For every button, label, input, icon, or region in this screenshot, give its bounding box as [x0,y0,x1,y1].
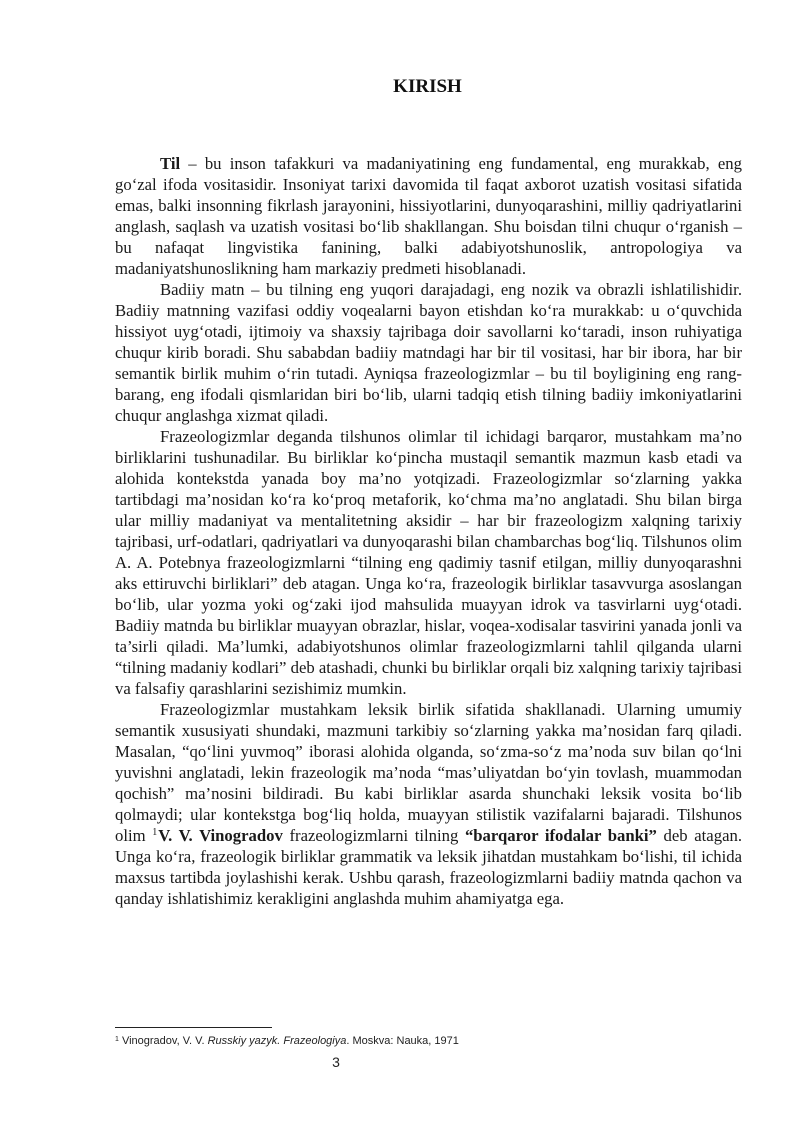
footnote-title: Russkiy yazyk. Frazeologiya [207,1035,347,1047]
paragraph-1 [115,153,742,279]
paragraph-4 [115,699,742,909]
quoted-term: “barqaror ifodalar banki” [464,826,657,845]
paragraph-4-text-c: deb atagan. Unga ko‘ra, frazeologik birliklar grammatik va leksik jihatdan mustahkam bo‘lishi, til ichida maxsus tartibda joylashishi kerak. Ushbu qarash, frazeologizmlarni badiiy matnda qachon va qanday ishlatishimiz kerakligini anglashda muhim ahamiyatga ega. [115,826,742,908]
page-number: 3 [332,1054,340,1070]
footnote-mark: 1 [115,1036,119,1043]
footnote-text-b: . Moskva: Nauka, 1971 [346,1035,459,1047]
paragraph-2: Badiiy matn – bu tilning eng yuqori darajadagi, eng nozik va obrazli ishlatilishidir. Badiiy matnning vazifasi oddiy voqealarni bayon etishdan ko‘ra murakkab: u o‘quvchida hissiyot uyg‘otadi, ijtimoiy va shaxsiy tajribaga doir savollarni ko‘taradi, inson ruhiyatiga chuqur kirib boradi. Shu sababdan badiiy matndagi har bir til vositasi, har bir ibora, har bir semantik birlik muhim o‘rin tutadi. Ayniqsa frazeologizmlar – bu til boyligining eng rang-barang, eng ifodali qismlaridan biri bo‘lib, ularni tadqiq etish tilning badiiy imkoniyatlarini chuqur anglashga xizmat qiladi. [115,280,742,425]
term-til: Til [160,154,181,173]
footnote-separator [115,1027,272,1028]
footnote-text-a: Vinogradov, V. V. [118,1035,208,1047]
paragraph-3: Frazeologizmlar deganda tilshunos olimlar til ichidagi barqaror, mustahkam ma’no birliklarini tushunadilar. Bu birliklar ko‘pincha mustaqil semantik mazmun kasb etadi va alohida kontekstda yanada boy ma’no yotqizadi. Frazeologizmlar so‘zlarning yakka tartibdagi ma’nosidan ko‘ra ko‘proq metaforik, ko‘chma ma’no anglatadi. Shu bilan birga ular milliy madaniyat va mentalitetning aksidir – har bir frazeologizm xalqning tarixiy tajribasi, urf-odatlari, qadriyatlari va dunyoqarashi bilan chambarchas bog‘liq. Tilshunos olim A. A. Potebnya frazeologizmlarni “tilning eng qadimiy tasnif etilgan, milliy dunyoqarashni aks ettiruvchi birliklari” deb atagan. Unga ko‘ra, frazeologik birliklar tasavvurga asoslangan bo‘lib, ular yozma yoki og‘zaki ijod mahsulida muayyan idrok va tasvirlarni uyg‘otadi. Badiiy matnda bu birliklar muayyan obrazlar, hislar, voqea-xodisalar tasvirini yanada jonli va ta’sirli qiladi. Ma’lumki, adabiyotshunos olimlar frazeologizmlarni tahlil qilganda ularni “tilning madaniy kodlari” deb atashadi, chunki bu birliklar orqali biz xalqning tarixiy tajribasi va falsafiy qarashlarini sezishimiz mumkin. [115,427,743,698]
paragraph-4-text-a: Frazeologizmlar mustahkam leksik birlik sifatida shakllanadi. Ularning umumiy semantik xususiyati shundaki, mazmuni tarkibiy so‘zlarning yakka ma’nosidan farq qiladi. Masalan, “qo‘lini yuvmoq” iborasi alohida olganda, so‘zma-so‘z ma’noda suv bilan qo‘lni yuvishni anglatadi, lekin frazeologik ma’noda “mas’uliyatdan bo‘yin tovlash, muammodan qochish” ma’nosini bildiradi. Bu kabi birliklar asarda shunchaki leksik vosita bo‘lib qolmaydi; ular kontekstga bog‘liq holda, muayyan stilistik vazifalarni bajaradi. Tilshunos olim [115,700,742,845]
body-text [115,147,742,909]
paragraph-4-text-b: frazeologizmlarni tilning [282,826,465,845]
author-name: V. V. Vinogradov [158,826,283,845]
paragraph-1-text: – bu inson tafakkuri va madaniyatining eng fundamental, eng murakkab, eng go‘zal ifoda vositasidir. Insoniyat tarixi davomida til faqat axborot uzatish vositasi sifatida emas, balki insonning fikrlash jarayonini, hissiyotlarini, dunyoqarashini, milliy qadriyatlarini anglash, saqlash va uzatish vositasi bo‘lib shakllangan. Shu boisdan tilni chuqur o‘rganish – bu nafaqat lingvistika fanining, balki adabiyotshunoslik, antropologiya va madaniyatshunoslikning ham markaziy predmeti hisoblanadi. [115,154,742,278]
footnote [115,1034,742,1048]
footnote-reference[interactable]: 1 [152,827,158,838]
section-heading: KIRISH [393,76,462,97]
